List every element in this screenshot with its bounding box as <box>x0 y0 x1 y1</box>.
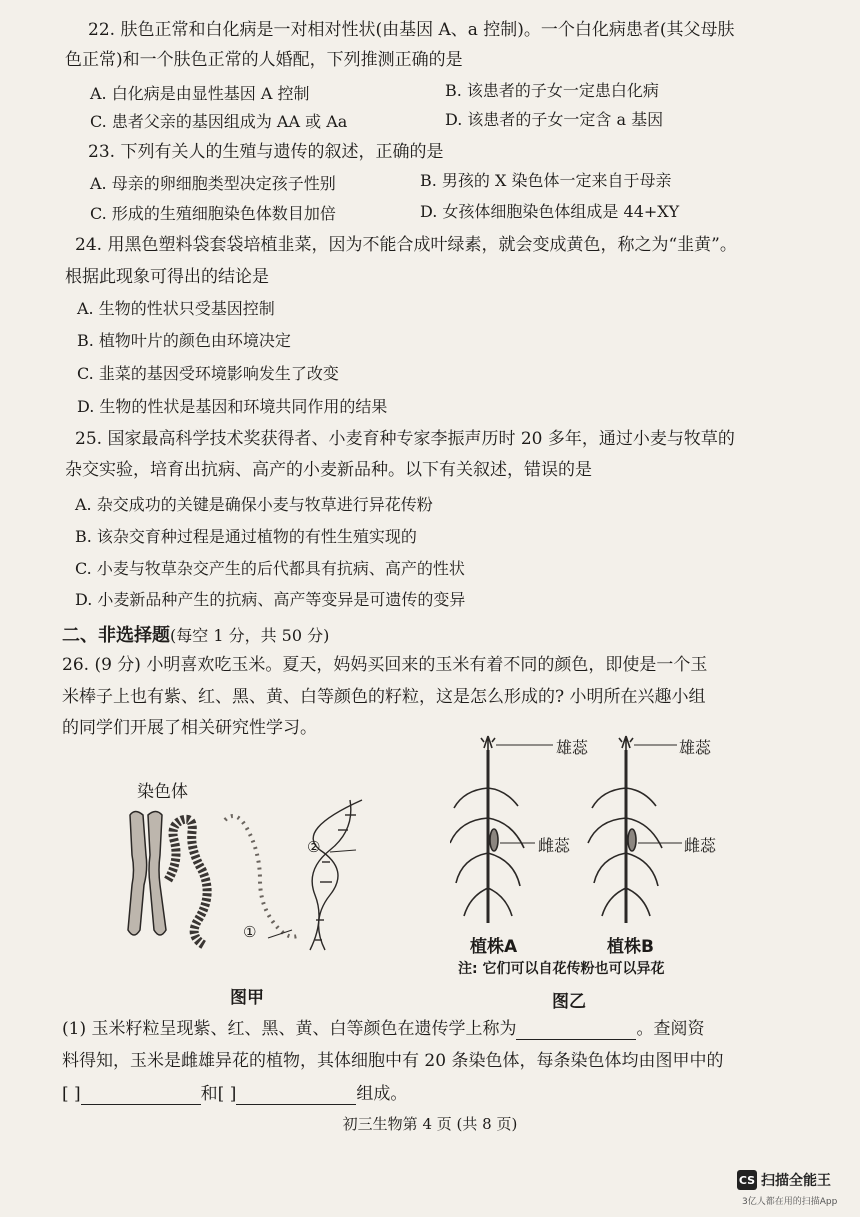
q24-stem-line1: 24. 用黑色塑料袋套袋培植韭菜，因为不能合成叶绿素，就会变成黄色，称之为“韭黄”。 <box>75 235 737 255</box>
q22-stem-line1: 22. 肤色正常和白化病是一对相对性状(由基因 A、a 控制)。一个白化病患者(其父母肤 <box>88 20 735 40</box>
q23-option-c: C. 形成的生殖细胞染色体数目加倍 <box>90 204 336 223</box>
q22-option-d: D. 该患者的子女一定含 a 基因 <box>445 110 664 129</box>
bracket-1[interactable]: [ ] <box>62 1084 81 1104</box>
q23-option-b: B. 男孩的 X 染色体一定来自于母亲 <box>420 171 672 190</box>
chromosome-label: 染色体 <box>137 782 188 802</box>
q22-option-b: B. 该患者的子女一定患白化病 <box>445 81 659 100</box>
q26-stem-line3: 的同学们开展了相关研究性学习。 <box>62 718 317 738</box>
marker-1: ① <box>243 923 257 941</box>
q25-option-c: C. 小麦与牧草杂交产生的后代都具有抗病、高产的性状 <box>75 559 465 578</box>
marker2-pointer <box>330 850 356 852</box>
and-text: 和 <box>200 1084 218 1104</box>
plant-a-label: 植株A <box>470 937 518 957</box>
plant-b-drawing <box>588 736 662 923</box>
q26-1-line2: 料得知，玉米是雌雄异花的植物，其体细胞中有 20 条染色体，每条染色体均由图甲中的 <box>62 1051 724 1071</box>
q26-stem-line1: 26. (9 分) 小明喜欢吃玉米。夏天，妈妈买回来的玉米有着不同的颜色，即使是一个玉 <box>62 655 708 675</box>
scanner-title: 扫描全能王 <box>761 1173 831 1189</box>
q25-option-d: D. 小麦新品种产生的抗病、高产等变异是可遗传的变异 <box>75 590 466 609</box>
plant-a-pistil-label: 雌蕊 <box>538 836 571 855</box>
dna-coil-drawing <box>225 816 300 937</box>
section-title <box>62 621 329 647</box>
scanner-subtitle: 3亿人都在用的扫描App <box>742 1197 838 1207</box>
figure-jia-caption: 图甲 <box>230 988 264 1008</box>
q25-option-b: B. 该杂交育种过程是通过植物的有性生殖实现的 <box>75 527 417 546</box>
scanner-logo-icon: CS <box>737 1170 757 1190</box>
q24-option-b: B. 植物叶片的颜色由环境决定 <box>77 331 291 350</box>
q22-option-a: A. 白化病是由显性基因 A 控制 <box>90 84 310 103</box>
dna-helix-drawing <box>310 800 362 950</box>
q24-stem-line2: 根据此现象可得出的结论是 <box>65 267 269 287</box>
q22-stem-line2: 色正常)和一个肤色正常的人婚配，下列推测正确的是 <box>65 50 463 70</box>
scanner-badge <box>737 1170 831 1190</box>
bracket-2[interactable]: [ ] <box>217 1084 237 1104</box>
answer-blank-2[interactable] <box>81 1086 201 1105</box>
chromatin-coil-drawing <box>168 819 207 945</box>
q23-stem: 23. 下列有关人的生殖与遗传的叙述，正确的是 <box>88 142 444 162</box>
q23-option-d: D. 女孩体细胞染色体组成是 44+XY <box>420 202 680 221</box>
plant-b-stamen-label: 雄蕊 <box>679 738 712 757</box>
chromosome-drawing <box>128 812 166 936</box>
plant-a-stamen-label: 雄蕊 <box>556 738 589 757</box>
q25-stem-line2: 杂交实验，培育出抗病、高产的小麦新品种。以下有关叙述，错误的是 <box>65 460 592 480</box>
q26-1-line1 <box>62 1018 704 1040</box>
answer-blank-1[interactable] <box>516 1021 636 1040</box>
q24-option-c: C. 韭菜的基因受环境影响发生了改变 <box>77 364 339 383</box>
plant-a-drawing <box>450 736 524 923</box>
end-text: 组成。 <box>356 1084 408 1104</box>
q24-option-d: D. 生物的性状是基因和环境共同作用的结果 <box>77 397 388 416</box>
q22-option-c: C. 患者父亲的基因组成为 AA 或 Aa <box>90 112 348 131</box>
q26-1-line3 <box>62 1083 407 1105</box>
section-title-text: 二、非选择题 <box>62 625 170 646</box>
q23-option-a: A. 母亲的卵细胞类型决定孩子性别 <box>90 174 336 193</box>
answer-blank-3[interactable] <box>236 1086 356 1105</box>
plant-b-label: 植株B <box>607 937 654 957</box>
q26-1-text-b: 。查阅资 <box>636 1019 705 1039</box>
q25-stem-line1: 25. 国家最高科学技术奖获得者、小麦育种专家李振声历时 20 多年，通过小麦与牧草的 <box>75 429 735 449</box>
q25-option-a: A. 杂交成功的关键是确保小麦与牧草进行异花传粉 <box>75 495 433 514</box>
plant-b-pistil-label: 雌蕊 <box>684 836 717 855</box>
q24-option-a: A. 生物的性状只受基因控制 <box>77 299 275 318</box>
q26-stem-line2: 米棒子上也有紫、红、黑、黄、白等颜色的籽粒，这是怎么形成的? 小明所在兴趣小组 <box>62 687 706 707</box>
page-footer: 初三生物第 4 页 (共 8 页) <box>342 1115 518 1133</box>
marker-2: ② <box>307 838 321 856</box>
q26-1-text-a: (1) 玉米籽粒呈现紫、红、黑、黄、白等颜色在遗传学上称为 <box>62 1019 517 1039</box>
figure-yi-note: 注: 它们可以自花传粉也可以异花 <box>458 961 665 977</box>
section-note: (每空 1 分，共 50 分) <box>170 626 330 645</box>
figure-yi-caption: 图乙 <box>552 992 586 1012</box>
